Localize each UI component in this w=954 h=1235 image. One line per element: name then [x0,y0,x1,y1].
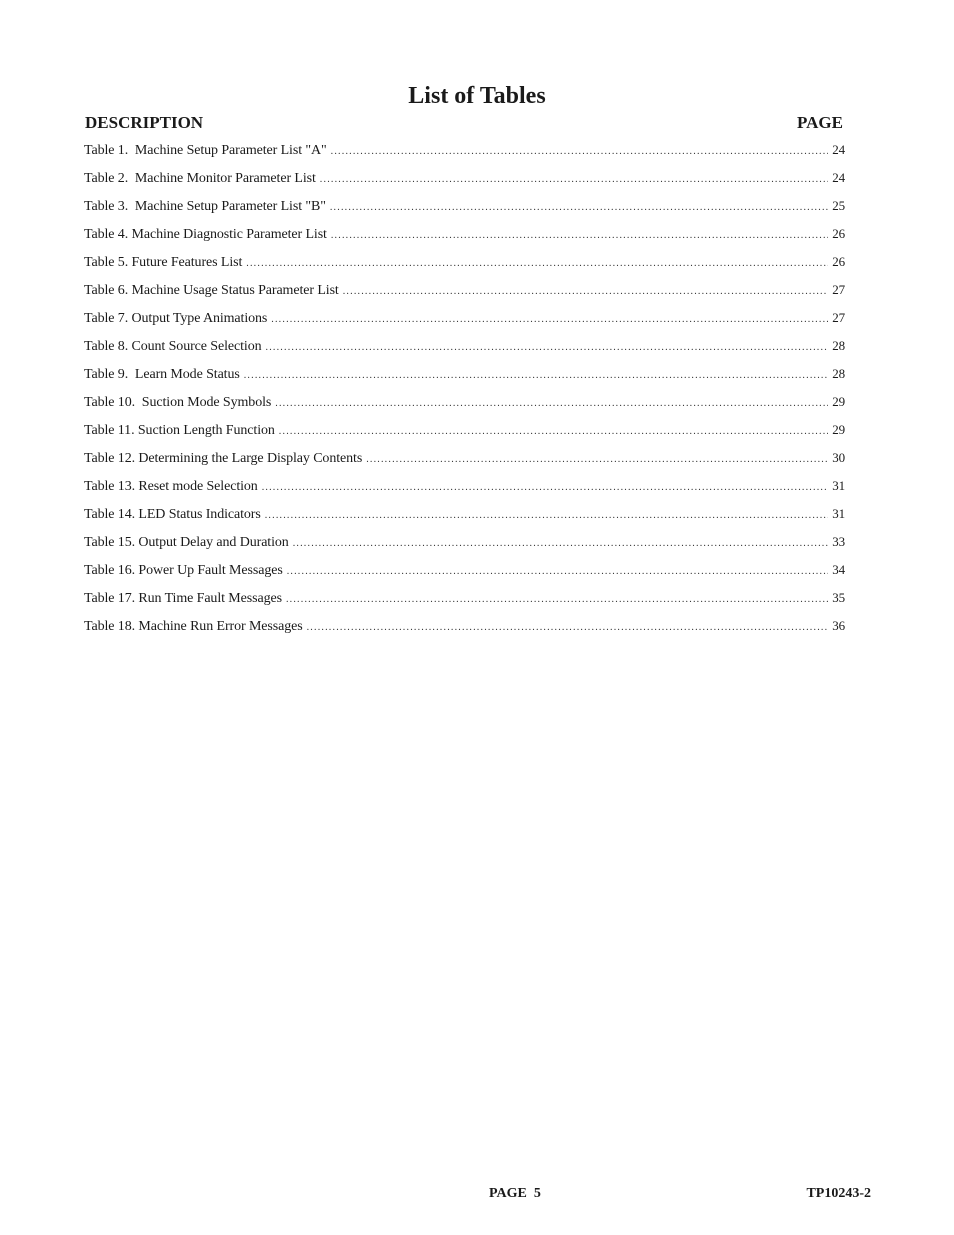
toc-entry[interactable] [84,558,845,586]
toc-entry-label: Table 4. Machine Diagnostic Parameter List [84,227,327,242]
toc-entry[interactable] [84,474,845,502]
toc-entry-page: 28 [832,338,845,353]
toc-entry[interactable] [84,502,845,530]
toc-entry-label: Table 14. LED Status Indicators [84,507,261,522]
toc-entry-page: 35 [832,590,845,605]
dot-leader [320,168,828,192]
toc-entry[interactable] [84,222,845,250]
toc-entry-label: Table 2. Machine Monitor Parameter List [84,171,316,186]
table-of-contents-list [84,138,845,642]
toc-entry-page: 27 [832,310,845,325]
toc-entry-page: 24 [832,170,845,185]
dot-leader [331,224,828,248]
toc-entry-page: 26 [832,226,845,241]
toc-entry-label: Table 11. Suction Length Function [84,423,275,438]
toc-entry-page: 36 [832,618,845,633]
toc-header [85,112,845,134]
toc-entry-label: Table 3. Machine Setup Parameter List "B" [84,199,326,214]
toc-entry[interactable] [84,418,845,446]
toc-entry-page: 34 [832,562,845,577]
dot-leader [287,560,828,584]
dot-leader [244,364,828,388]
dot-leader [279,420,828,444]
toc-entry[interactable] [84,614,845,642]
dot-leader [271,308,828,332]
toc-entry-label: Table 1. Machine Setup Parameter List "A" [84,143,327,158]
dot-leader [293,532,828,556]
page-title: List of Tables [408,83,546,109]
toc-entry[interactable] [84,530,845,558]
toc-entry[interactable] [84,390,845,418]
toc-entry-page: 24 [832,142,845,157]
dot-leader [331,140,829,164]
dot-leader [286,588,828,612]
page-column-header: PAGE [797,113,843,132]
toc-entry-page: 33 [832,534,845,549]
toc-entry[interactable] [84,166,845,194]
toc-entry-page: 29 [832,422,845,437]
toc-entry-page: 26 [832,254,845,269]
toc-entry[interactable] [84,278,845,306]
toc-entry-label: Table 9. Learn Mode Status [84,367,240,382]
toc-entry-page: 31 [832,506,845,521]
toc-entry[interactable] [84,334,845,362]
dot-leader [307,616,829,640]
toc-entry-page: 31 [832,478,845,493]
toc-entry-label: Table 15. Output Delay and Duration [84,535,289,550]
toc-entry-label: Table 12. Determining the Large Display Contents [84,451,363,466]
toc-entry-label: Table 7. Output Type Animations [84,311,268,326]
toc-entry-page: 28 [832,366,845,381]
toc-entry[interactable] [84,446,845,474]
dot-leader [246,252,828,276]
toc-entry-label: Table 5. Future Features List [84,255,243,270]
dot-leader [275,392,828,416]
toc-entry[interactable] [84,306,845,334]
dot-leader [366,448,828,472]
dot-leader [266,336,829,360]
toc-entry-page: 30 [832,450,845,465]
toc-entry-label: Table 16. Power Up Fault Messages [84,563,283,578]
toc-entry-page: 25 [832,198,845,213]
toc-entry[interactable] [84,194,845,222]
toc-entry[interactable] [84,586,845,614]
toc-entry-page: 27 [832,282,845,297]
toc-entry-page: 29 [832,394,845,409]
dot-leader [262,476,828,500]
dot-leader [330,196,828,220]
toc-entry-label: Table 13. Reset mode Selection [84,479,258,494]
toc-entry[interactable] [84,362,845,390]
toc-entry-label: Table 8. Count Source Selection [84,339,262,354]
toc-entry-label: Table 18. Machine Run Error Messages [84,619,303,634]
description-column-header: DESCRIPTION [85,113,204,132]
toc-entry[interactable] [84,138,845,166]
toc-entry-label: Table 6. Machine Usage Status Parameter List [84,283,339,298]
footer-page-number: PAGE 5 [489,1186,541,1201]
dot-leader [343,280,828,304]
toc-entry-label: Table 17. Run Time Fault Messages [84,591,282,606]
toc-entry[interactable] [84,250,845,278]
toc-entry-label: Table 10. Suction Mode Symbols [84,395,272,410]
dot-leader [265,504,828,528]
footer-document-number: TP10243-2 [806,1186,871,1201]
